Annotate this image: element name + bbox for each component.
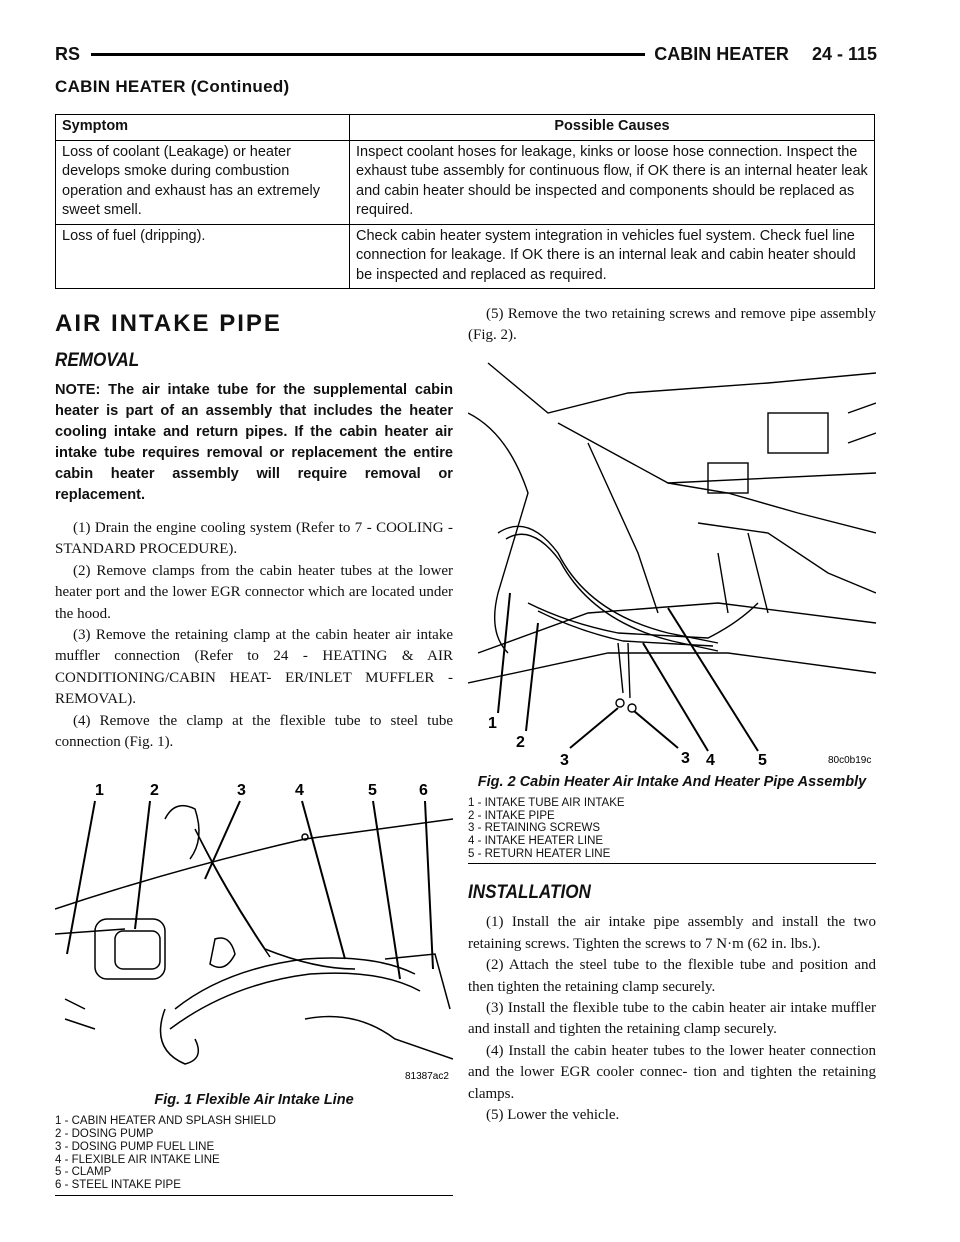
legend-item: 1 - CABIN HEATER AND SPLASH SHIELD — [55, 1115, 276, 1128]
fig1-callout-6: 6 — [419, 782, 428, 800]
right-column — [468, 304, 876, 1126]
fig1-callout-2: 2 — [150, 782, 159, 800]
fig1-leader-lines — [67, 801, 433, 979]
installation-heading: INSTALLATION — [468, 882, 591, 904]
table-cell-cause: Check cabin heater system integration in vehicles fuel system. Check fuel line connection for leakage. If OK there is an internal leak and cabin heater should be inspected and replaced as required. — [350, 224, 875, 289]
removal-step: (4) Remove the clamp at the flexible tube to steel tube connection (Fig. 1). — [55, 712, 453, 751]
note-paragraph: NOTE: The air intake tube for the supplemental cabin heater is part of an assembly that includes the heater cooling intake and return pipes. If the cabin heater air intake tube requires removal or replacement the entire cabin heater assembly will require removal or replacement. — [55, 382, 453, 503]
legend-item: 5 - RETURN HEATER LINE — [468, 847, 611, 860]
figure-2-legend — [468, 797, 876, 861]
fig1-callout-4: 4 — [295, 782, 304, 800]
fig1-callout-3: 3 — [237, 782, 246, 800]
continued-title: CABIN HEATER (Continued) — [55, 77, 290, 96]
header-right — [636, 44, 877, 65]
fig2-drawing — [468, 363, 876, 712]
removal-step: (2) Remove clamps from the cabin heater tubes at the lower heater port and the lower EGR connector which are located under the hood. — [55, 562, 453, 622]
fig2-callout-1: 1 — [488, 714, 497, 732]
installation-step: (2) Attach the steel tube to the flexible tube and position and then tighten the retaining clamp securely. — [468, 957, 876, 995]
installation-step: (4) Install the cabin heater tubes to the lower heater connection and the lower EGR cooler connec- tion and tighten the retaining clamps. — [468, 1042, 876, 1102]
legend-item: 3 - RETAINING SCREWS — [468, 822, 601, 835]
table-header-symptom: Symptom — [56, 115, 350, 141]
fig1-callout-1: 1 — [95, 782, 104, 800]
figure-1-legend — [55, 1115, 453, 1191]
figure-2-illustration — [468, 353, 876, 771]
fig2-callout-3b: 3 — [681, 749, 690, 767]
installation-step: (1) Install the air intake pipe assembly and install the two retaining screws. Tighten the screws to 7 N·m (62 in. lbs.). — [468, 914, 876, 952]
table-cell-cause: Inspect coolant hoses for leakage, kinks or loose hose connection. Inspect the exhaust tube assembly for continuous flow, if OK there is an internal heater leak and cabin heater should be inspected and components should be replaced as required. — [350, 140, 875, 224]
header-page-number: 24 - 115 — [811, 44, 877, 64]
header-section-title: CABIN HEATER — [654, 44, 789, 64]
legend-item: 4 - INTAKE HEATER LINE — [468, 834, 604, 847]
figure-1-caption: Fig. 1 Flexible Air Intake Line — [154, 1092, 354, 1109]
table-cell-symptom: Loss of fuel (dripping). — [56, 224, 350, 289]
header-rule — [91, 53, 645, 56]
section-title: AIR INTAKE PIPE — [55, 310, 282, 337]
header-manual-code: RS — [55, 44, 81, 64]
table-header-causes: Possible Causes — [350, 115, 875, 141]
left-column — [55, 304, 453, 1196]
symptom-table — [55, 114, 875, 289]
fig2-image-tag: 80c0b19c — [828, 754, 872, 766]
fig2-callout-3a: 3 — [560, 751, 569, 769]
legend-item: 3 - DOSING PUMP FUEL LINE — [55, 1140, 215, 1153]
table-row — [56, 224, 875, 289]
removal-heading: REMOVAL — [55, 350, 140, 371]
fig1-callout-5: 5 — [368, 782, 377, 800]
table-row — [56, 140, 875, 224]
legend-item: 4 - FLEXIBLE AIR INTAKE LINE — [55, 1153, 220, 1166]
figure-1-callouts — [95, 782, 428, 799]
fig2-callout-2: 2 — [516, 733, 525, 751]
figure-2-callouts — [488, 715, 767, 769]
legend-item: 6 - STEEL INTAKE PIPE — [55, 1178, 181, 1191]
legend-item: 2 - DOSING PUMP — [55, 1128, 154, 1141]
installation-step: (3) Install the flexible tube to the cabin heater air intake muffler and install and tighten the retaining clamp securely. — [468, 999, 876, 1038]
table-cell-symptom: Loss of coolant (Leakage) or heater develops smoke during combustion operation and exhaust has an extremely sweet smell. — [56, 140, 350, 224]
installation-step: (5) Lower the vehicle. — [486, 1106, 620, 1123]
removal-step: (1) Drain the engine cooling system (Refer to 7 - COOLING - STANDARD PROCEDURE). — [55, 520, 453, 558]
legend-item: 1 - INTAKE TUBE AIR INTAKE — [468, 796, 625, 809]
legend-item: 5 - CLAMP — [55, 1166, 112, 1179]
fig2-callout-5: 5 — [758, 751, 767, 769]
fig2-callout-4: 4 — [706, 751, 715, 769]
figure-2 — [468, 353, 876, 865]
table-header-row — [56, 115, 875, 141]
legend-item: 2 - INTAKE PIPE — [468, 809, 555, 822]
fig1-image-tag: 81387ac2 — [405, 1071, 449, 1083]
fig2-leader-lines — [498, 593, 758, 751]
figure-1 — [55, 759, 453, 1195]
removal-step: (3) Remove the retaining clamp at the cabin heater air intake muffler connection (Refer to 24 - HEATING & AIR CONDITIONING/CABIN HEAT- ER/INLET MUFFLER - REMOVAL). — [55, 627, 453, 708]
page-header — [55, 40, 877, 66]
figure-2-caption: Fig. 2 Cabin Heater Air Intake And Heater Pipe Assembly — [477, 773, 867, 790]
figure-1-illustration — [55, 759, 453, 1089]
removal-step: (5) Remove the two retaining screws and remove pipe assembly (Fig. 2). — [468, 306, 876, 344]
